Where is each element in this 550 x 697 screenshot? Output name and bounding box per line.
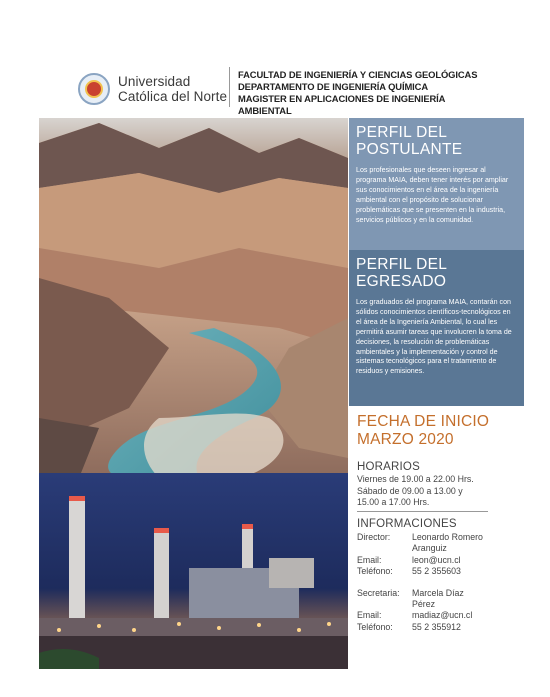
faculty-block xyxy=(238,69,498,117)
email-label-2: Email: xyxy=(357,610,382,621)
horario-sabado: Sábado de 09.00 a 13.00 y xyxy=(357,485,463,496)
fecha-inicio xyxy=(357,413,489,449)
perfil-egresado-title xyxy=(356,256,517,290)
fecha-inicio-label: FECHA DE INICIO xyxy=(357,413,490,430)
secretaria-name xyxy=(412,588,517,611)
perfil-postulante-panel xyxy=(349,118,524,250)
director-name-line1: Leonardo Romero xyxy=(412,532,483,542)
secretaria-phone-row xyxy=(357,622,517,633)
secretaria-email-row xyxy=(357,610,517,621)
university-name xyxy=(118,74,227,104)
horario-viernes: Viernes de 19.00 a 22.00 Hrs. xyxy=(357,474,474,484)
perfil-egresado-title-line1: PERFIL DEL xyxy=(356,256,448,273)
perfil-postulante-title xyxy=(356,124,517,158)
director-name-line2: Aranguiz xyxy=(412,543,447,554)
fecha-inicio-value: MARZO 2020 xyxy=(357,431,454,448)
department-name: DEPARTAMENTO DE INGENIERÍA QUÍMICA xyxy=(238,81,429,92)
perfil-postulante-title-line2: POSTULANTE xyxy=(356,141,463,158)
perfil-egresado-text: Los graduados del programa MAIA, contarán con sólidos conocimientos científicos-tecnológicos en el área de la Ingeniería Ambiental, lo cual les permitirá asumir tareas que involucren la toma de decisiones, la resolución de problemáticas ambientales y la implementación y control de sistemas tecnológicos para el tratamiento de residuos y emisiones. xyxy=(356,298,512,376)
director-phone-row xyxy=(357,566,517,577)
secretaria-phone: 55 2 355912 xyxy=(412,621,461,632)
secretaria-name-line2: Pérez xyxy=(412,599,435,610)
secretaria-email[interactable]: madiaz@ucn.cl xyxy=(412,610,473,621)
horarios-text xyxy=(357,474,474,509)
university-name-line1: Universidad xyxy=(118,74,191,89)
informaciones-divider xyxy=(357,511,488,512)
phone-label-2: Teléfono: xyxy=(357,621,393,632)
secretaria-row xyxy=(357,588,517,611)
perfil-egresado-panel xyxy=(349,250,524,406)
secretaria-name-line1: Marcela Díaz xyxy=(412,587,464,598)
landscape-industrial-photo xyxy=(39,118,348,669)
phone-label: Teléfono: xyxy=(357,566,393,577)
director-row xyxy=(357,532,517,555)
director-email[interactable]: leon@ucn.cl xyxy=(412,554,461,565)
secretaria-label: Secretaria: xyxy=(357,587,400,598)
university-logo xyxy=(78,70,228,108)
director-email-row xyxy=(357,555,517,566)
header-divider xyxy=(229,67,230,107)
informaciones-title: INFORMACIONES xyxy=(357,518,457,530)
director-label: Director: xyxy=(357,532,391,542)
email-label: Email: xyxy=(357,554,382,565)
university-seal-icon xyxy=(78,73,110,105)
university-name-line2: Católica del Norte xyxy=(118,89,228,104)
perfil-postulante-text: Los profesionales que deseen ingresar al programa MAIA, deben tener interés por ampliar sus conocimientos en el área de la ingeniería ambiental con el propósito de solucionar problemáticas que se presenten en la industria, servicios públicos y en la comunidad. xyxy=(356,166,509,224)
horarios-title: HORARIOS xyxy=(357,461,420,473)
informaciones-contacts xyxy=(357,532,517,633)
program-name: MAGISTER EN APLICACIONES DE INGENIERÍA AMBIENTAL xyxy=(238,93,445,116)
horario-sabado-tarde: 15.00 a 17.00 Hrs. xyxy=(357,497,430,508)
director-name xyxy=(412,532,517,555)
director-phone: 55 2 355603 xyxy=(412,566,461,577)
faculty-name: FACULTAD DE INGENIERÍA Y CIENCIAS GEOLÓGICAS xyxy=(238,69,478,80)
perfil-postulante-title-line1: PERFIL DEL xyxy=(356,124,448,141)
perfil-egresado-title-line2: EGRESADO xyxy=(356,273,447,290)
